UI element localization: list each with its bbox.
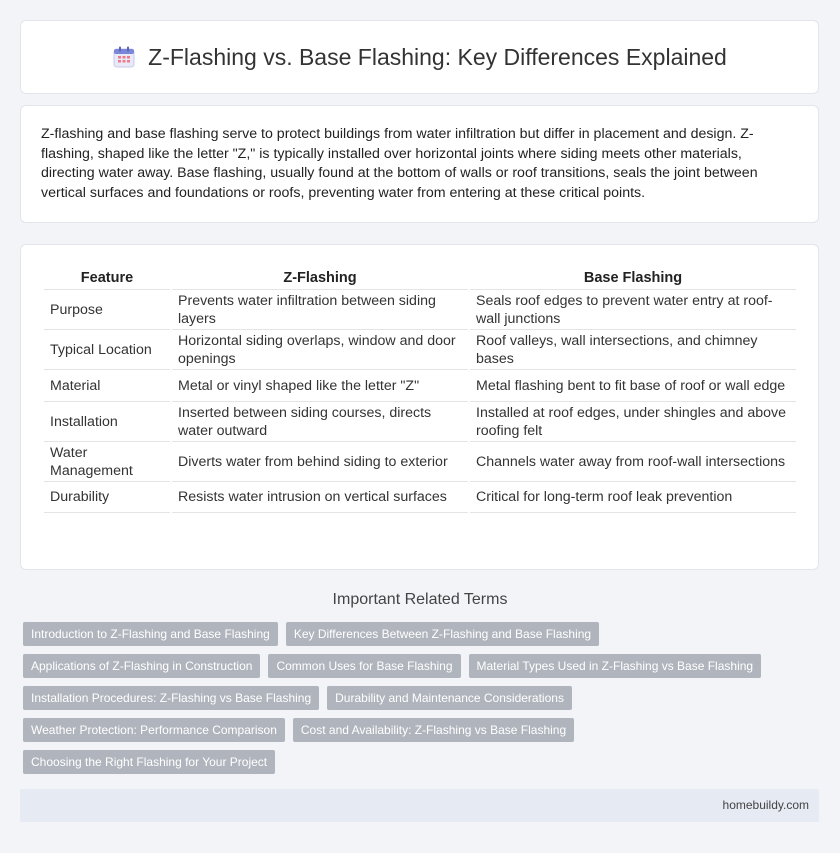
column-header-base-flashing: Base Flashing [583, 270, 683, 286]
related-terms-title: Important Related Terms [332, 591, 508, 608]
feature-cell: Water Management [44, 441, 170, 481]
base-flashing-cell: Metal flashing bent to fit base of roof or wall edge [470, 369, 796, 401]
base-flashing-cell: Installed at roof edges, under shingles and above roofing felt [470, 401, 796, 441]
base-flashing-cell: Seals roof edges to prevent water entry at roof-wall junctions [470, 289, 796, 329]
intro-card [20, 105, 819, 223]
header-card [20, 20, 819, 94]
feature-cell: Installation [44, 401, 170, 441]
title-wrap [112, 44, 727, 71]
related-term-link[interactable]: Introduction to Z-Flashing and Base Flashing [23, 622, 278, 646]
related-term-link[interactable]: Installation Procedures: Z-Flashing vs Base Flashing [23, 686, 319, 710]
feature-cell: Durability [44, 481, 170, 513]
related-term-link[interactable]: Choosing the Right Flashing for Your Project [23, 750, 275, 774]
z-flashing-cell: Diverts water from behind siding to exterior [172, 441, 468, 481]
related-term-link[interactable]: Cost and Availability: Z-Flashing vs Base Flashing [293, 718, 574, 742]
z-flashing-cell: Horizontal siding overlaps, window and door openings [172, 329, 468, 369]
footer-site-name: homebuildy.com [722, 798, 809, 812]
feature-cell: Material [44, 369, 170, 401]
table-row [44, 369, 796, 401]
related-term-link[interactable]: Material Types Used in Z-Flashing vs Base Flashing [469, 654, 762, 678]
footer [20, 789, 819, 822]
column-header-feature: Feature [80, 270, 134, 286]
base-flashing-cell: Channels water away from roof-wall intersections [470, 441, 796, 481]
related-term-link[interactable]: Key Differences Between Z-Flashing and Base Flashing [286, 622, 599, 646]
related-term-link[interactable]: Durability and Maintenance Considerations [327, 686, 572, 710]
z-flashing-cell: Prevents water infiltration between siding layers [172, 289, 468, 329]
table-row [44, 329, 796, 369]
intro-paragraph: Z-flashing and base flashing serve to protect buildings from water infiltration but differ in placement and design. Z-flashing, shaped like the letter "Z," is typically installed over horizontal joints where siding meets other materials, directing water away. Base flashing, usually found at the bottom of walls or roof transitions, seals the joint between vertical surfaces and foundations or roofs, preventing water from entering at these critical points. [41, 126, 758, 201]
related-terms-list [23, 622, 813, 774]
z-flashing-cell: Inserted between siding courses, directs water outward [172, 401, 468, 441]
table-row [44, 481, 796, 513]
calendar-icon [112, 45, 136, 69]
comparison-card [20, 244, 819, 570]
comparison-table [42, 267, 798, 513]
related-term-link[interactable]: Common Uses for Base Flashing [268, 654, 460, 678]
z-flashing-cell: Resists water intrusion on vertical surfaces [172, 481, 468, 513]
base-flashing-cell: Roof valleys, wall intersections, and chimney bases [470, 329, 796, 369]
table-row [44, 289, 796, 329]
table-row [44, 441, 796, 481]
related-term-link[interactable]: Weather Protection: Performance Comparison [23, 718, 285, 742]
page-title: Z-Flashing vs. Base Flashing: Key Differences Explained [148, 43, 727, 70]
table-header-row [44, 267, 796, 289]
feature-cell: Typical Location [44, 329, 170, 369]
feature-cell: Purpose [44, 289, 170, 329]
column-header-z-flashing: Z-Flashing [283, 270, 357, 286]
table-row [44, 401, 796, 441]
related-term-link[interactable]: Applications of Z-Flashing in Construction [23, 654, 260, 678]
base-flashing-cell: Critical for long-term roof leak prevention [470, 481, 796, 513]
z-flashing-cell: Metal or vinyl shaped like the letter "Z" [172, 369, 468, 401]
